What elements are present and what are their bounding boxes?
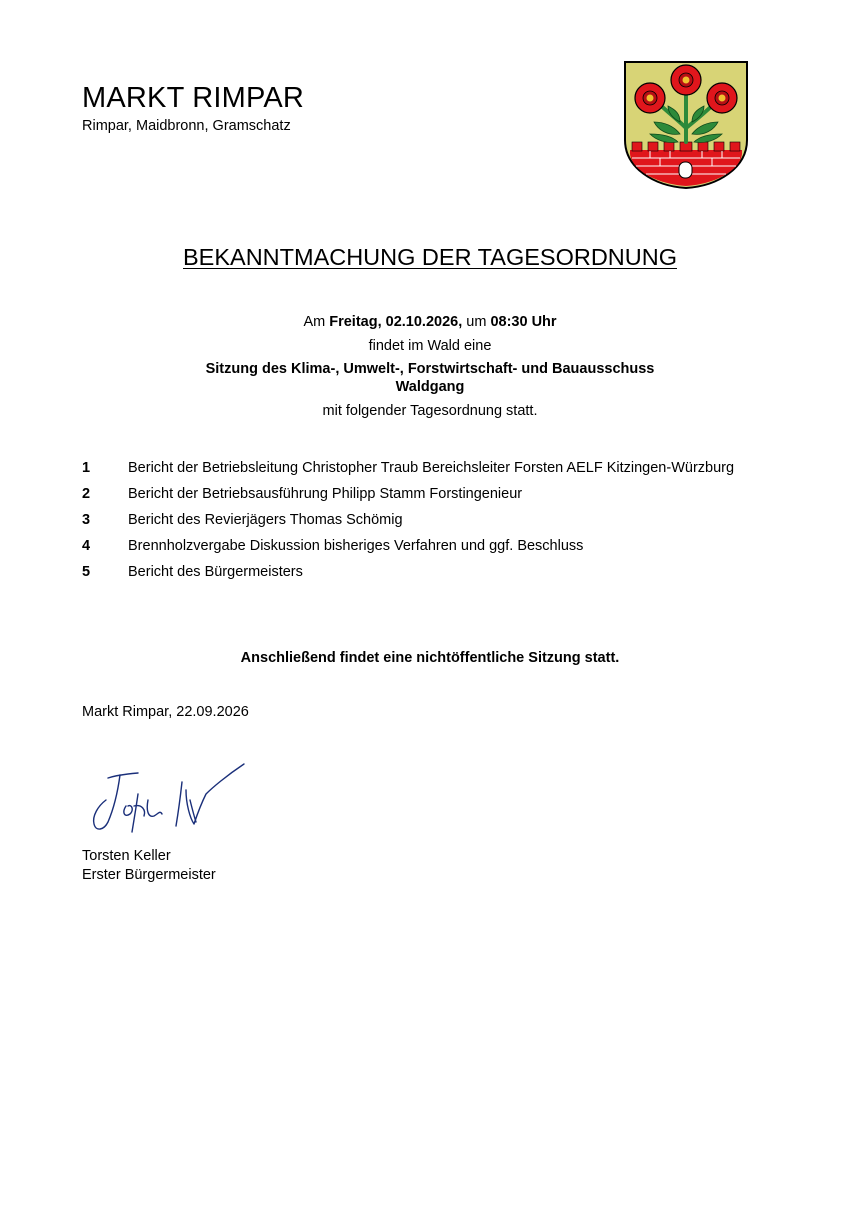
time-prefix: um bbox=[466, 314, 487, 330]
agenda-item-text: Bericht des Bürgermeisters bbox=[128, 564, 303, 580]
place-date: Markt Rimpar, 22.09.2026 bbox=[82, 704, 249, 720]
agenda-item-number: 1 bbox=[82, 460, 91, 476]
agenda-item-number: 5 bbox=[82, 564, 91, 580]
meeting-date-line bbox=[0, 313, 860, 331]
agenda-item-number: 3 bbox=[82, 512, 91, 528]
meeting-subtitle: Waldgang bbox=[395, 379, 465, 395]
agenda-item-text: Bericht des Revierjägers Thomas Schömig bbox=[128, 512, 403, 528]
meeting-location-line: findet im Wald eine bbox=[368, 338, 492, 354]
signature-icon bbox=[86, 760, 266, 840]
agenda-item bbox=[82, 563, 742, 581]
meeting-time: 08:30 Uhr bbox=[490, 314, 557, 330]
agenda-list bbox=[82, 459, 742, 589]
signer-name: Torsten Keller bbox=[82, 848, 171, 864]
org-subtitle: Rimpar, Maidbronn, Gramschatz bbox=[82, 118, 291, 134]
date-prefix: Am bbox=[303, 314, 326, 330]
agenda-item-text: Brennholzvergabe Diskussion bisheriges Verfahren und ggf. Beschluss bbox=[128, 538, 584, 554]
agenda-item bbox=[82, 485, 742, 503]
signer-role: Erster Bürgermeister bbox=[82, 867, 216, 883]
agenda-item-text: Bericht der Betriebsausführung Philipp Stamm Forstingenieur bbox=[128, 486, 523, 502]
coat-of-arms-icon bbox=[620, 58, 752, 190]
agenda-item bbox=[82, 459, 742, 477]
agenda-intro: mit folgender Tagesordnung statt. bbox=[322, 403, 538, 419]
agenda-item bbox=[82, 537, 742, 555]
closing-note: Anschließend findet eine nichtöffentliche Sitzung statt. bbox=[240, 650, 620, 666]
meeting-title: Sitzung des Klima-, Umwelt-, Forstwirtschaft- und Bauausschuss bbox=[205, 361, 655, 377]
meeting-date: Freitag, 02.10.2026, bbox=[329, 314, 463, 330]
document-title: BEKANNTMACHUNG DER TAGESORDNUNG bbox=[183, 244, 677, 270]
agenda-item-number: 2 bbox=[82, 486, 91, 502]
org-title: MARKT RIMPAR bbox=[82, 82, 305, 114]
agenda-item-number: 4 bbox=[82, 538, 91, 554]
agenda-item-text: Bericht der Betriebsleitung Christopher Traub Bereichsleiter Forsten AELF Kitzingen-Würzburg bbox=[128, 460, 735, 476]
agenda-item bbox=[82, 511, 742, 529]
